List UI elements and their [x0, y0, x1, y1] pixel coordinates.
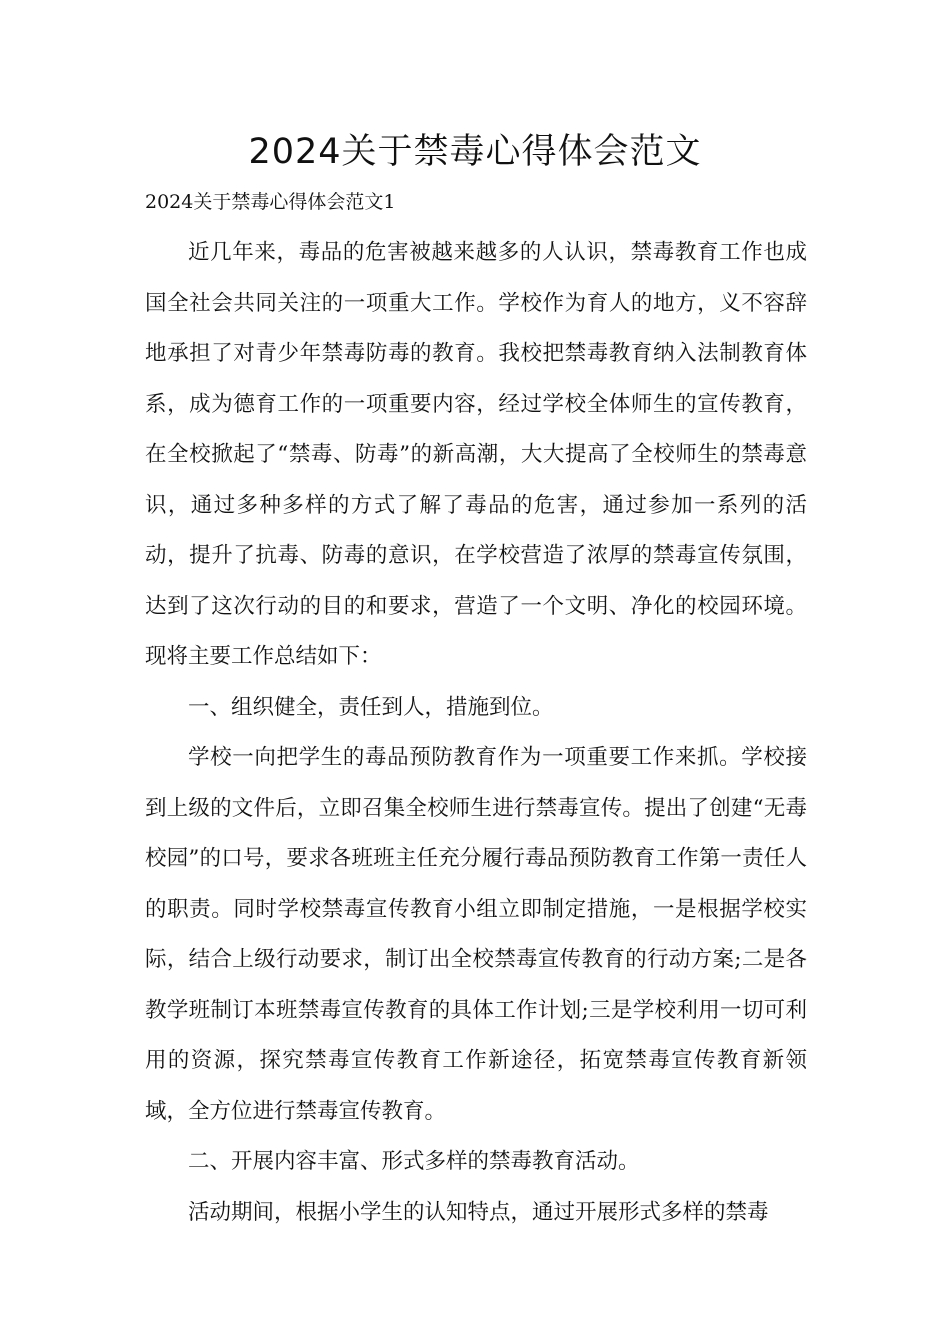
paragraph-section-1: 学校一向把学生的毒品预防教育作为一项重要工作来抓。学校接到上级的文件后，立即召集全校师生进行禁毒宣传。提出了创建“无毒校园”的口号，要求各班班主任充分履行毒品预防教育工作第一责任人的职责。同时学校禁毒宣传教育小组立即制定措施，一是根据学校实际，结合上级行动要求，制订出全校禁毒宣传教育的行动方案;二是各教学班制订本班禁毒宣传教育的具体工作计划;三是学校利用一切可利用的资源，探究禁毒宣传教育工作新途径，拓宽禁毒宣传教育新领域，全方位进行禁毒宣传教育。	[145, 745, 807, 1124]
section-heading-1: 一、组织健全，责任到人，措施到位。	[188, 694, 554, 720]
document-subtitle: 2024关于禁毒心得体会范文1	[145, 191, 396, 213]
section-heading-2: 二、开展内容丰富、形式多样的禁毒教育活动。	[188, 1149, 640, 1174]
paragraph-intro: 近几年来，毒品的危害被越来越多的人认识，禁毒教育工作也成国全社会共同关注的一项重大工作。学校作为育人的地方，义不容辞地承担了对青少年禁毒防毒的教育。我校把禁毒教育纳入法制教育体系，成为德育工作的一项重要内容，经过学校全体师生的宣传教育，在全校掀起了“禁毒、防毒”的新高潮，大大提高了全校师生的禁毒意识，通过多种多样的方式了解了毒品的危害，通过参加一系列的活动，提升了抗毒、防毒的意识，在学校营造了浓厚的禁毒宣传氛围，达到了这次行动的目的和要求，营造了一个文明、净化的校园环境。现将主要工作总结如下：	[145, 240, 807, 669]
document-title: 2024关于禁毒心得体会范文	[248, 132, 702, 172]
paragraph-section-2: 活动期间，根据小学生的认知特点，通过开展形式多样的禁毒	[188, 1199, 769, 1225]
document-body	[145, 228, 807, 1238]
